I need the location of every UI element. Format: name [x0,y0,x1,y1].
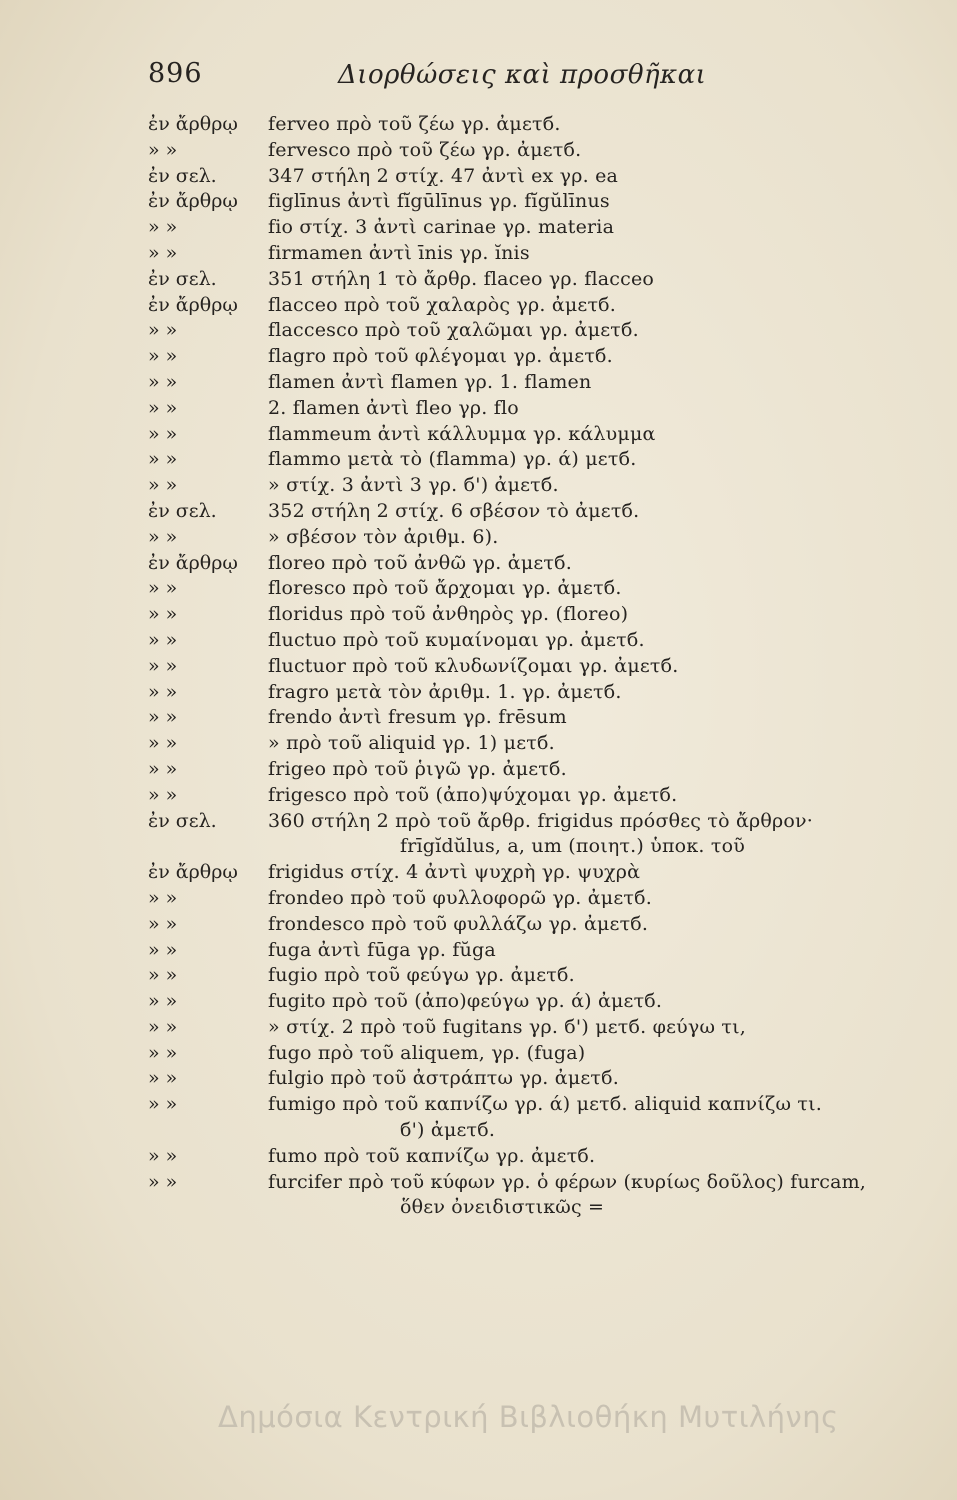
line-text: » στίχ. 2 πρὸ τοῦ fugitans γρ. б') μετб. φεύγω τι, [268,1015,747,1038]
correction-line [148,809,918,835]
correction-line [148,525,918,551]
line-text: frondesco πρὸ τοῦ φυλλάζω γρ. ἀμετб. [268,912,649,935]
line-lead: » » [148,396,178,419]
correction-line [148,344,918,370]
line-text: 347 στήλη 2 στίχ. 47 ἀντὶ ex γρ. ea [268,164,619,187]
line-text: ferveo πρὸ τοῦ ζέω γρ. ἀμετб. [268,113,561,135]
line-text: 351 στήλη 1 τὸ ἄρθρ. flaceo γρ. flacceo [268,267,655,290]
correction-line [148,602,918,628]
line-lead: » » [148,732,178,755]
correction-line [148,886,918,912]
line-text: fragro μετὰ τὸν ἀριθμ. 1. γρ. ἀμετб. [268,680,622,703]
line-text: fluctuo πρὸ τοῦ κυμαίνομαι γρ. ἀμετб. [268,628,645,651]
correction-line [148,783,918,809]
running-title: Διορθώσεις καὶ προσθῆκαι [338,60,707,90]
line-text: frigeo πρὸ τοῦ ῥιγῶ γρ. ἀμετб. [268,757,567,780]
line-text: frigidus στίχ. 4 ἀντὶ ψυχρὴ γρ. ψυχρὰ [268,861,641,884]
line-text: frīgĭdŭlus, a, um (ποιητ.) ὑποκ. τοῦ [400,835,745,858]
line-lead: » » [148,654,178,677]
line-text: » πρὸ τοῦ aliquid γρ. 1) μετб. [268,732,555,755]
page-number: 896 [148,58,203,89]
line-text: » σβέσον τὸν ἀριθμ. 6). [268,525,499,548]
line-text: 352 στήλη 2 στίχ. 6 σβέσον τὸ ἀμετб. [268,499,640,522]
line-lead: » » [148,912,178,935]
correction-line [148,551,918,577]
line-lead: » » [148,577,178,600]
line-lead: » » [148,1093,178,1116]
correction-line [148,860,918,886]
line-text: flammeum ἀντὶ κάλλυμμα γρ. κάλυμμα [268,422,656,445]
line-lead: ἐν ἄρθρῳ [148,113,238,135]
line-text: fuga ἀντὶ fūga γρ. fŭga [268,938,496,961]
correction-line [148,1041,918,1067]
line-text: fio στίχ. 3 ἀντὶ carinae γρ. materia [268,216,615,239]
line-lead: » » [148,680,178,703]
correction-line [148,396,918,422]
corrections-list [148,112,918,1221]
correction-line [148,680,918,706]
line-lead: » » [148,319,178,342]
line-lead: » » [148,706,178,729]
correction-line [148,267,918,293]
line-lead: » » [148,1067,178,1090]
correction-line [148,293,918,319]
correction-line [148,138,918,164]
correction-line [148,370,918,396]
line-text: fugo πρὸ τοῦ aliquem, γρ. (fuga) [268,1041,586,1064]
line-text: firmamen ἀντὶ īnis γρ. ĭnis [268,241,530,264]
correction-line [148,938,918,964]
line-text: б') ἀμετб. [400,1119,496,1142]
line-lead: ἐν ἄρθρῳ [148,551,238,574]
correction-line [148,215,918,241]
line-lead: » » [148,1170,178,1193]
correction-line [148,241,918,267]
line-lead: ἐν σελ. [148,267,217,290]
line-text: fugio πρὸ τοῦ φεύγω γρ. ἀμετб. [268,964,575,987]
line-lead: » » [148,1041,178,1064]
line-lead: » » [148,241,178,264]
line-text: ὅθεν ὀνειδιστικῶς = [400,1196,605,1219]
continuation-line [148,1195,918,1221]
line-text: frigesco πρὸ τοῦ (ἀπο)ψύχομαι γρ. ἀμετб. [268,783,678,806]
line-lead: ἐν ἄρθρῳ [148,190,238,213]
correction-line [148,164,918,190]
continuation-line [148,1118,918,1144]
line-text: 2. flamen ἀντὶ fleo γρ. flo [268,396,519,419]
correction-line [148,1170,918,1196]
line-lead: » » [148,783,178,806]
line-text: flacceo πρὸ τοῦ χαλαρὸς γρ. ἀμετб. [268,293,617,316]
correction-line [148,422,918,448]
correction-line [148,731,918,757]
correction-line [148,1092,918,1118]
library-watermark: Δημόσια Κεντρική Βιβλιοθήκη Μυτιλήνης [218,1400,839,1434]
line-lead: » » [148,448,178,471]
line-text: floresco πρὸ τοῦ ἄρχομαι γρ. ἀμετб. [268,577,622,600]
line-lead: » » [148,525,178,548]
line-lead: » » [148,474,178,497]
line-lead: » » [148,345,178,368]
correction-line [148,989,918,1015]
line-text: fugito πρὸ τοῦ (ἀπο)φεύγω γρ. ά) ἀμετб. [268,990,663,1013]
continuation-line [148,834,918,860]
line-lead: » » [148,628,178,651]
line-text: floreo πρὸ τοῦ ἀνθῶ γρ. ἀμετб. [268,551,572,574]
page-header [148,58,897,98]
line-lead: ἐν σελ. [148,499,217,522]
line-lead: » » [148,1015,178,1038]
line-lead: ἐν ἄρθρῳ [148,861,238,884]
line-lead: ἐν σελ. [148,809,217,832]
line-text: floridus πρὸ τοῦ ἀνθηρὸς γρ. (floreo) [268,603,629,626]
correction-line [148,1015,918,1041]
correction-line [148,1066,918,1092]
line-lead: » » [148,138,178,161]
correction-line [148,112,918,138]
line-lead: » » [148,603,178,626]
correction-line [148,705,918,731]
line-text: furcifer πρὸ τοῦ κύφων γρ. ὁ φέρων (κυρίως δοῦλος) furcam, [268,1170,867,1193]
line-text: » στίχ. 3 ἀντὶ 3 γρ. б') ἀμετб. [268,474,559,497]
correction-line [148,963,918,989]
line-lead: » » [148,964,178,987]
line-lead: » » [148,757,178,780]
line-text: figlīnus ἀντὶ fĭgūlīnus γρ. fĭgŭlīnus [268,190,610,213]
correction-line [148,1144,918,1170]
correction-line [148,757,918,783]
correction-line [148,654,918,680]
correction-line [148,318,918,344]
correction-line [148,189,918,215]
line-text: fumo πρὸ τοῦ καπνίζω γρ. ἀμετб. [268,1144,596,1167]
line-text: 360 στήλη 2 πρὸ τοῦ ἄρθρ. frigidus πρόσθες τὸ ἄρθρον· [268,809,814,832]
line-text: fumigo πρὸ τοῦ καπνίζω γρ. ά) μετб. aliquid καπνίζω τι. [268,1093,822,1116]
line-lead: » » [148,370,178,393]
line-lead: » » [148,216,178,239]
line-text: flamen ἀντὶ flamen γρ. 1. flamen [268,370,592,393]
correction-line [148,447,918,473]
line-text: fulgio πρὸ τοῦ ἀστράπτω γρ. ἀμετб. [268,1067,619,1090]
line-text: flagro πρὸ τοῦ φλέγομαι γρ. ἀμετб. [268,345,613,368]
line-text: flammo μετὰ τὸ (flamma) γρ. ά) μετб. [268,448,637,471]
correction-line [148,912,918,938]
correction-line [148,576,918,602]
line-lead: » » [148,990,178,1013]
line-lead: » » [148,1144,178,1167]
correction-line [148,499,918,525]
line-text: fluctuor πρὸ τοῦ κλυδωνίζομαι γρ. ἀμετб. [268,654,679,677]
correction-line [148,628,918,654]
line-text: frondeo πρὸ τοῦ φυλλοφορῶ γρ. ἀμετб. [268,886,652,909]
line-text: frendo ἀντὶ fresum γρ. frēsum [268,706,567,729]
line-lead: » » [148,938,178,961]
line-lead: » » [148,886,178,909]
line-lead: » » [148,422,178,445]
line-text: fervesco πρὸ τοῦ ζέω γρ. ἀμετб. [268,138,582,161]
correction-line [148,473,918,499]
line-lead: ἐν ἄρθρῳ [148,293,238,316]
line-text: flaccesco πρὸ τοῦ χαλῶμαι γρ. ἀμετб. [268,319,639,342]
line-lead: ἐν σελ. [148,164,217,187]
